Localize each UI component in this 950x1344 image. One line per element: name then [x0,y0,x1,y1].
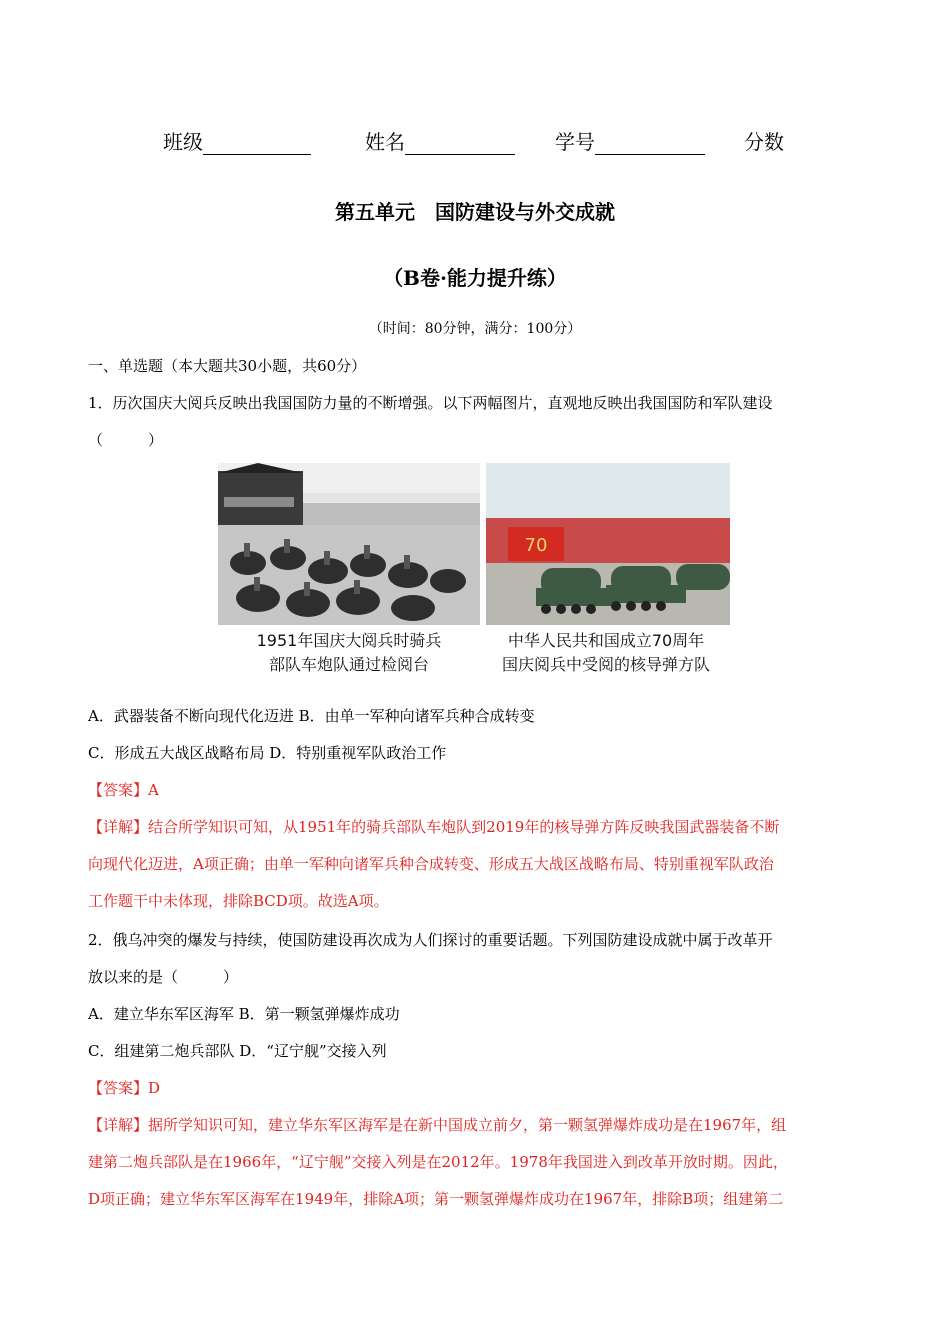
name-field [365,126,515,155]
q2-explain-line1: 【详解】据所学知识可知，建立华东军区海军是在新中国成立前夕，第一颗氢弹爆炸成功是在1967年，组 [88,1116,787,1134]
student-id-label: 学号 [555,130,595,154]
q1-explain-line1: 【详解】结合所学知识可知，从1951年的骑兵部队车炮队到2019年的核导弹方阵反映我国武器装备不断 [88,818,780,836]
student-id-field [555,126,705,155]
paper-subtitle: （B卷·能力提升练） [383,266,567,290]
q2-explain-line3: D项正确；建立华东军区海军在1949年，排除A项；第一颗氢弹爆炸成功在1967年，排除B项；组建第二 [88,1190,784,1208]
svg-text:70: 70 [524,535,548,556]
q2-explain-line2: 建第二炮兵部队是在1966年，“辽宁舰”交接入列是在2012年。1978年我国进入到改革开放时期。因此， [88,1153,788,1171]
q1-explain-line3: 工作题干中未体现，排除BCD项。故选A项。 [88,892,389,910]
cavalry-parade-image [218,463,480,625]
image-2-caption-line2: 国庆阅兵中受阅的核导弹方队 [501,655,710,674]
q1-explain-line2: 向现代化迈进，A项正确；由单一军种向诸军兵种合成转变、形成五大战区战略布局、特别重视军队政治 [88,855,774,873]
student-info-row [0,126,950,160]
q2-answer: 【答案】D [88,1079,161,1097]
q1-stem-line1: 1．历次国庆大阅兵反映出我国国防力量的不断增强。以下两幅图片，直观地反映出我国国防和军队建设 [88,394,773,412]
q2-options-line1: A．建立华东军区海军 B．第一颗氢弹爆炸成功 [88,1005,400,1023]
score-label: 分数 [744,130,784,154]
q1-stem-line2: （ ） [88,431,164,449]
question-1-options [88,698,868,920]
image-2-caption-line1: 中华人民共和国成立70周年 [507,631,705,650]
q2-stem-line1: 2．俄乌冲突的爆发与持续，使国防建设再次成为人们探讨的重要话题。下列国防建设成就中属于改革开 [88,931,773,949]
student-id-blank[interactable] [595,132,705,155]
name-label: 姓名 [365,130,405,154]
q1-options-line1: A．武器装备不断向现代化迈进 B．由单一军种向诸军兵种合成转变 [88,707,535,725]
image-2-caption [480,629,732,677]
section-title-text: 一、单选题（本大题共30小题，共60分） [88,357,367,375]
class-blank[interactable] [203,132,311,155]
image-1-caption-line1: 1951年国庆大阅兵时骑兵 [256,631,442,650]
unit-title: 第五单元 国防建设与外交成就 [335,200,615,224]
parade-1951-photo [218,463,480,625]
question-1-stem [88,385,868,459]
image-1-caption-line2: 部队车炮队通过检阅台 [268,655,429,674]
image-1-caption [218,629,480,677]
q1-options-line2: C．形成五大战区战略布局 D．特别重视军队政治工作 [88,744,447,762]
class-field [163,126,311,155]
question-1-images [218,463,732,685]
missile-parade-image [486,463,730,625]
parade-70th-photo [486,463,730,625]
class-label: 班级 [163,130,203,154]
question-2 [88,922,868,1218]
time-info: （时间：80分钟，满分：100分） [368,321,582,337]
q2-stem-line2: 放以来的是（ ） [88,968,239,986]
score-field [744,126,784,155]
section-title [88,348,868,385]
q2-options-line2: C．组建第二炮兵部队 D．“辽宁舰”交接入列 [88,1042,387,1060]
name-blank[interactable] [405,132,515,155]
q1-answer: 【答案】A [88,781,159,799]
